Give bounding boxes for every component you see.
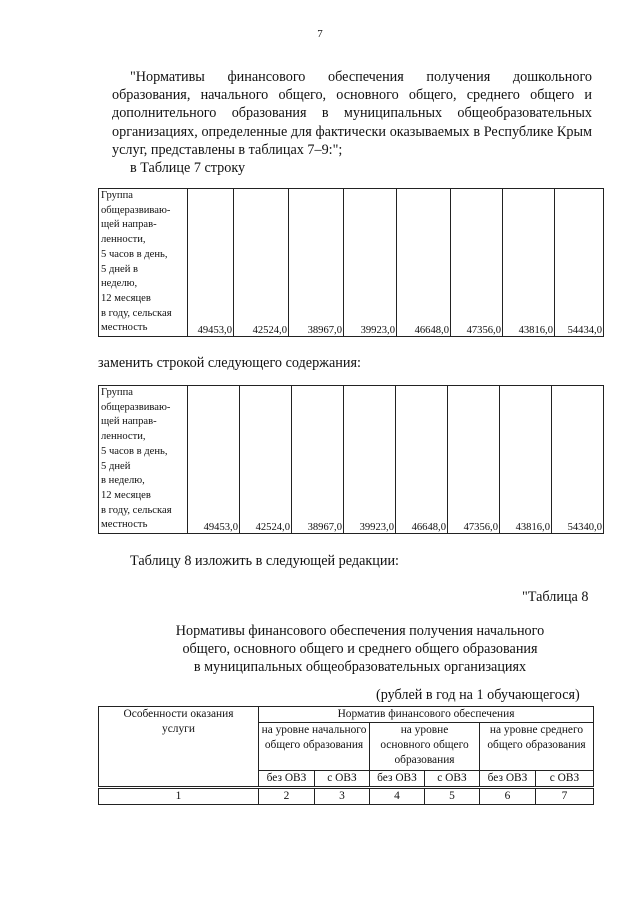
table-cell: 47356,0 — [451, 189, 503, 337]
col-number: 3 — [315, 788, 370, 805]
table-cell: 47356,0 — [448, 386, 500, 534]
group-primary: на уровне начального общего образования — [259, 723, 370, 771]
table-cell: 43816,0 — [500, 386, 552, 534]
row-label: Группа общеразвиваю- щей направ- ленности, 5 часов в день, 5 дней в неделю, 12 месяцев в году, сельская местность — [99, 189, 188, 337]
table-cell: 42524,0 — [240, 386, 292, 534]
page-number: 7 — [317, 28, 323, 40]
col-number: 2 — [259, 788, 315, 805]
table-cell: 38967,0 — [292, 386, 344, 534]
sub-with-ovz: с ОВЗ — [536, 771, 594, 788]
sub-no-ovz: без ОВЗ — [370, 771, 425, 788]
units-note: (рублей в год на 1 обучающегося) — [376, 687, 580, 703]
col-number: 1 — [99, 788, 259, 805]
table-cell: 39923,0 — [344, 189, 397, 337]
table-7-old-row — [98, 188, 604, 337]
group-basic: на уровне основного общего образования — [370, 723, 480, 771]
sub-with-ovz: с ОВЗ — [315, 771, 370, 788]
table-cell: 38967,0 — [289, 189, 344, 337]
table-cell: 46648,0 — [396, 386, 448, 534]
col-number: 5 — [425, 788, 480, 805]
norm-header: Норматив финансового обеспечения — [259, 707, 594, 723]
col-number: 7 — [536, 788, 594, 805]
table-cell: 49453,0 — [188, 386, 240, 534]
group-secondary: на уровне среднего общего образования — [480, 723, 594, 771]
sub-no-ovz: без ОВЗ — [480, 771, 536, 788]
table-cell: 43816,0 — [503, 189, 555, 337]
table-8-instruction: Таблицу 8 изложить в следующей редакции: — [130, 553, 399, 569]
sub-with-ovz: с ОВЗ — [425, 771, 480, 788]
replace-instruction: заменить строкой следующего содержания: — [98, 355, 361, 371]
intro-body: образования, начального общего, основного общего, среднего общего и дополнительного образования в муниципальных общеобразовательных организациях, определенные для фактически оказываемых в Республике Крым услуг, представлены в таблицах 7–9:"; — [112, 87, 592, 158]
table-cell: 54340,0 — [552, 386, 604, 534]
table-cell: 42524,0 — [234, 189, 289, 337]
table-7-new-row — [98, 385, 604, 534]
sub-no-ovz: без ОВЗ — [259, 771, 315, 788]
intro-first-line: "Нормативы финансового обеспечения получения дошкольного — [130, 69, 592, 85]
table-cell: 54434,0 — [555, 189, 604, 337]
intro-paragraph — [112, 68, 592, 159]
table-cell: 39923,0 — [344, 386, 396, 534]
table-8-title: Нормативы финансового обеспечения получения начального общего, основного общего и среднего общего образования в муниципальных общеобразовательных организациях — [175, 623, 545, 675]
table-8 — [98, 706, 594, 805]
col-number: 4 — [370, 788, 425, 805]
row-instruction: в Таблице 7 строку — [130, 160, 246, 176]
table-8-label: "Таблица 8 — [522, 589, 589, 605]
col-number: 6 — [480, 788, 536, 805]
table-cell: 49453,0 — [188, 189, 234, 337]
table-cell: 46648,0 — [397, 189, 451, 337]
row-label: Группа общеразвиваю- щей направ- ленности, 5 часов в день, 5 дней в неделю, 12 месяцев в году, сельская местность — [99, 386, 188, 534]
col1-header: Особенности оказания услуги — [99, 707, 259, 788]
